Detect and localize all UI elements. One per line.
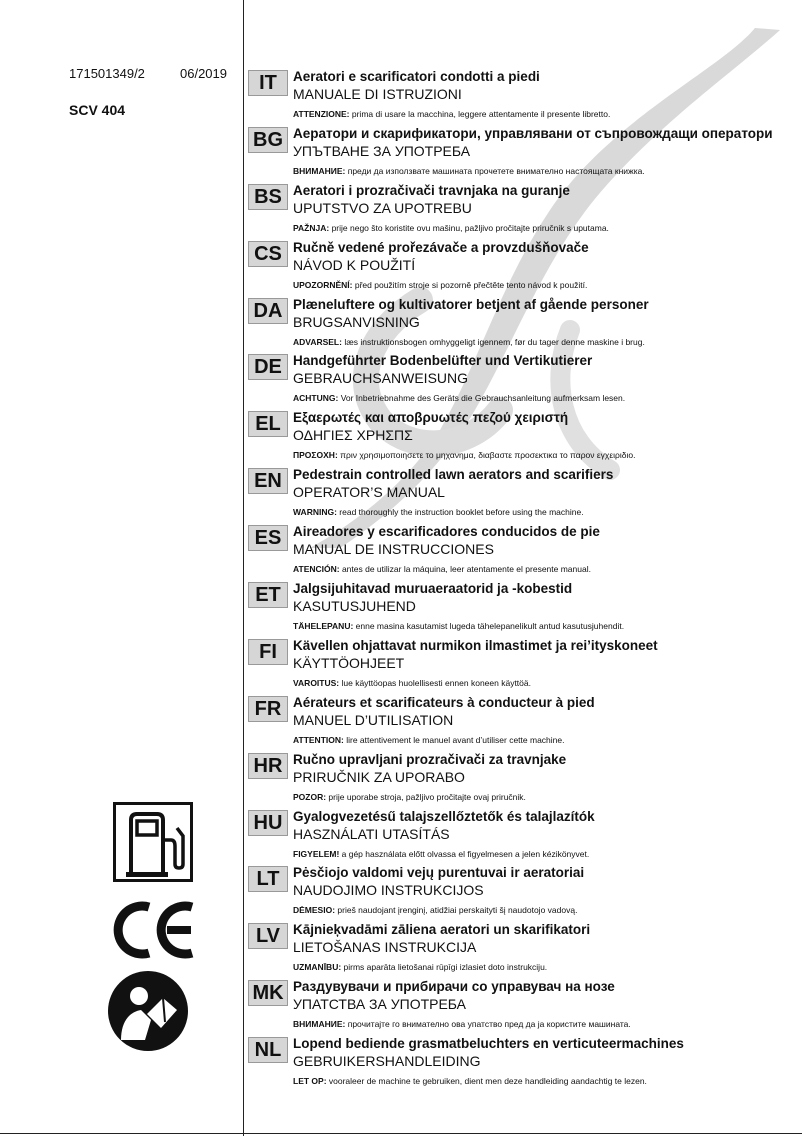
manual-type: GEBRAUCHSANWEISUNG — [293, 370, 469, 387]
warning-body: prije nego što koristite ovu mašinu, pažljivo pročitajte priručnik s uputama. — [329, 222, 609, 233]
warning-label: WARNING: — [293, 507, 337, 518]
warning-label: ΠΡΟΣΟΧΗ: — [293, 450, 338, 461]
manual-type: MANUAL DE INSTRUCCIONES — [293, 541, 494, 558]
vertical-divider — [243, 0, 244, 1136]
language-code-badge: BS — [248, 184, 288, 210]
warning-label: VAROITUS: — [293, 677, 340, 688]
product-title: Kājnieķvadāmi zāliena aeratori un skarifikatori — [293, 922, 591, 938]
language-code-badge: FI — [248, 639, 288, 665]
document-date: 06/2019 — [180, 66, 227, 81]
product-title: Pėsčiojo valdomi vejų purentuvai ir aeratoriai — [293, 865, 585, 881]
language-section-bs — [248, 182, 798, 239]
language-sections — [248, 68, 798, 1092]
product-title: Аератори и скарификатори, управлявани от съпровождащи оператори — [293, 125, 773, 141]
warning-text — [293, 962, 547, 972]
warning-text — [293, 849, 589, 859]
warning-label: DĖMESIO: — [293, 905, 336, 916]
language-section-en — [248, 466, 798, 523]
language-code-badge: FR — [248, 696, 288, 722]
product-title: Jalgsijuhitavad muruaeraatorid ja -kobestid — [293, 581, 573, 597]
language-code-badge: BG — [248, 127, 288, 153]
language-section-et — [248, 580, 798, 637]
product-title: Handgeführter Bodenbelüfter und Vertikutierer — [293, 353, 593, 369]
language-section-el — [248, 409, 798, 466]
language-code-badge: ET — [248, 582, 288, 608]
warning-label: ВНИМАНИЕ: — [293, 1019, 346, 1030]
language-section-nl — [248, 1035, 798, 1092]
warning-body: prieš naudojant įrenginį, atidžiai perskaityti šį naudotojo vadovą. — [335, 905, 578, 916]
warning-body: prije uporabe stroja, pažljivo pročitajte ovaj priručnik. — [326, 791, 526, 802]
product-title: Aireadores y escarificadores conducidos de pie — [293, 524, 600, 540]
product-title: Раздувувачи и прибирачи со управувач на нозе — [293, 979, 615, 995]
product-title: Aérateurs et scarificateurs à conducteur à pied — [293, 694, 595, 710]
language-section-hr — [248, 751, 798, 808]
language-section-bg — [248, 125, 798, 182]
warning-text — [293, 792, 526, 802]
warning-body: læs instruktionsbogen omhyggeligt igennem, før du tager denne maskine i brug. — [341, 336, 645, 347]
warning-body: prima di usare la macchina, leggere attentamente il presente libretto. — [349, 109, 611, 119]
product-title: Lopend bediende grasmatbeluchters en verticuteermachines — [293, 1036, 684, 1052]
warning-text — [293, 678, 531, 688]
warning-body: enne masina kasutamist lugeda tähelepanelikult antud kasutusjuhendit. — [353, 621, 625, 632]
language-section-lv — [248, 921, 798, 978]
language-code-badge: CS — [248, 241, 288, 267]
warning-body: antes de utilizar la máquina, leer atentamente el presente manual. — [339, 564, 591, 575]
product-title: Gyalogvezetésű talajszellőztetők és talajlazítók — [293, 808, 595, 824]
warning-label: LET OP: — [293, 1076, 327, 1087]
warning-text — [293, 280, 587, 290]
warning-body: read thoroughly the instruction booklet before using the machine. — [336, 507, 584, 518]
language-code-badge: DE — [248, 354, 288, 380]
manual-type: PRIRUČNIK ZA UPORABO — [293, 768, 465, 785]
manual-type: GEBRUIKERSHANDLEIDING — [293, 1053, 481, 1070]
product-title: Ručno upravljani prozračivači za travnjake — [293, 751, 567, 767]
manual-type: MANUEL D’UTILISATION — [293, 711, 454, 728]
warning-label: ВНИМАНИЕ: — [293, 165, 346, 176]
warning-body: πριν χρησιμοποιησετε το μηχανημα, διαβαστε προσεκτικα το παρον εγχειριδιο. — [337, 450, 636, 461]
warning-label: PAŽNJA: — [293, 222, 330, 233]
warning-label: TÄHELEPANU: — [293, 621, 354, 632]
warning-label: UZMANĪBU: — [293, 962, 342, 973]
warning-body: a gép használata előtt olvassa el figyelmesen a jelen kézikönyvet. — [339, 848, 590, 859]
language-section-es — [248, 523, 798, 580]
warning-text — [293, 337, 645, 347]
manual-type: ΟΔΗΓΙΕΣ ΧΡΗΣΠΣ — [293, 427, 413, 444]
language-section-fr — [248, 694, 798, 751]
bottom-rule — [0, 1133, 802, 1134]
language-section-fi — [248, 637, 798, 694]
warning-text — [293, 450, 636, 460]
product-title: Pedestrain controlled lawn aerators and scarifiers — [293, 467, 614, 483]
warning-body: Vor Inbetriebnahme des Geräts die Gebrauchsanleitung aufmerksam lesen. — [338, 393, 626, 404]
model-name: SCV 404 — [69, 102, 126, 118]
warning-text — [293, 621, 624, 631]
language-code-badge: LT — [248, 866, 288, 892]
warning-label: ATENCIÓN: — [293, 564, 340, 575]
manual-type: MANUALE DI ISTRUZIONI — [293, 86, 462, 102]
warning-text — [293, 564, 591, 574]
manual-type: УПЪТВАНЕ ЗА УПОТРЕБА — [293, 142, 471, 159]
manual-type: KASUTUSJUHEND — [293, 598, 416, 615]
language-code-badge: HU — [248, 810, 288, 836]
language-section-it — [248, 68, 798, 125]
manual-type: NAUDOJIMO INSTRUKCIJOS — [293, 882, 484, 899]
manual-type: UPUTSTVO ZA UPOTREBU — [293, 199, 472, 216]
warning-label: UPOZORNĚNÍ: — [293, 279, 353, 290]
manual-type: OPERATOR’S MANUAL — [293, 484, 445, 501]
warning-text — [293, 393, 625, 403]
warning-text — [293, 1076, 647, 1086]
manual-type: LIETOŠANAS INSTRUKCIJA — [293, 939, 477, 956]
warning-body: прочитајте го внимателно ова упатство пред да ја користите машината. — [345, 1019, 631, 1030]
warning-text — [293, 735, 564, 745]
manual-type: HASZNÁLATI UTASÍTÁS — [293, 825, 450, 842]
manual-type: УПАТСТВА ЗА УПОТРЕБА — [293, 996, 467, 1013]
read-manual-icon — [107, 970, 189, 1052]
manual-type: BRUGSANVISNING — [293, 313, 420, 330]
warning-body: lire attentivement le manuel avant d’utiliser cette machine. — [343, 734, 565, 745]
language-section-hu — [248, 808, 798, 865]
language-section-de — [248, 352, 798, 409]
product-title: Ručně vedené prořezávače a provzdušňovače — [293, 239, 589, 255]
warning-label: FIGYELEM! — [293, 848, 340, 859]
warning-body: pirms aparāta lietošanai rūpīgi izlasiet doto instrukciju. — [341, 962, 548, 973]
product-title: Aeratori e scarificatori condotti a piedi — [293, 69, 540, 84]
product-title: Εξαερωτές και αποβρυωτές πεζού χειριστή — [293, 410, 569, 426]
language-section-mk — [248, 978, 798, 1035]
language-section-lt — [248, 864, 798, 921]
language-code-badge: IT — [248, 70, 288, 96]
warning-body: преди да използвате машината прочетете внимателно настоящата книжка. — [345, 165, 645, 176]
warning-text — [293, 905, 577, 915]
warning-label: ACHTUNG: — [293, 393, 339, 404]
product-title: Aeratori i prozračivači travnjaka na guranje — [293, 182, 570, 198]
product-title: Plæneluftere og kultivatorer betjent af gående personer — [293, 296, 649, 312]
fuel-pump-icon — [113, 802, 193, 882]
manual-type: NÁVOD K POUŽITÍ — [293, 256, 416, 273]
manual-type: KÄYTTÖOHJEET — [293, 654, 405, 671]
product-title: Kävellen ohjattavat nurmikon ilmastimet ja rei’ityskoneet — [293, 637, 658, 653]
warning-label: ADVARSEL: — [293, 336, 342, 347]
warning-text — [293, 507, 584, 517]
warning-label: ATTENZIONE: — [293, 109, 350, 119]
language-section-da — [248, 296, 798, 353]
language-code-badge: NL — [248, 1037, 288, 1063]
warning-label: ATTENTION: — [293, 734, 344, 745]
warning-text — [293, 109, 610, 119]
language-code-badge: LV — [248, 923, 288, 949]
warning-label: POZOR: — [293, 791, 327, 802]
ce-mark-icon — [112, 899, 196, 961]
warning-text — [293, 223, 609, 233]
language-code-badge: ES — [248, 525, 288, 551]
language-code-badge: HR — [248, 753, 288, 779]
warning-body: před použitím stroje si pozorně přečtěte tento návod k použití. — [352, 279, 588, 290]
warning-text — [293, 1019, 631, 1029]
language-section-cs — [248, 239, 798, 296]
document-code: 171501349/2 — [69, 66, 145, 81]
language-code-badge: MK — [248, 980, 288, 1006]
language-code-badge: DA — [248, 298, 288, 324]
warning-body: lue käyttöopas huolellisesti ennen koneen käyttöä. — [339, 677, 531, 688]
language-code-badge: EL — [248, 411, 288, 437]
language-code-badge: EN — [248, 468, 288, 494]
warning-body: vooraleer de machine te gebruiken, dient men deze handleiding aandachtig te lezen. — [326, 1076, 647, 1087]
warning-text — [293, 166, 645, 176]
